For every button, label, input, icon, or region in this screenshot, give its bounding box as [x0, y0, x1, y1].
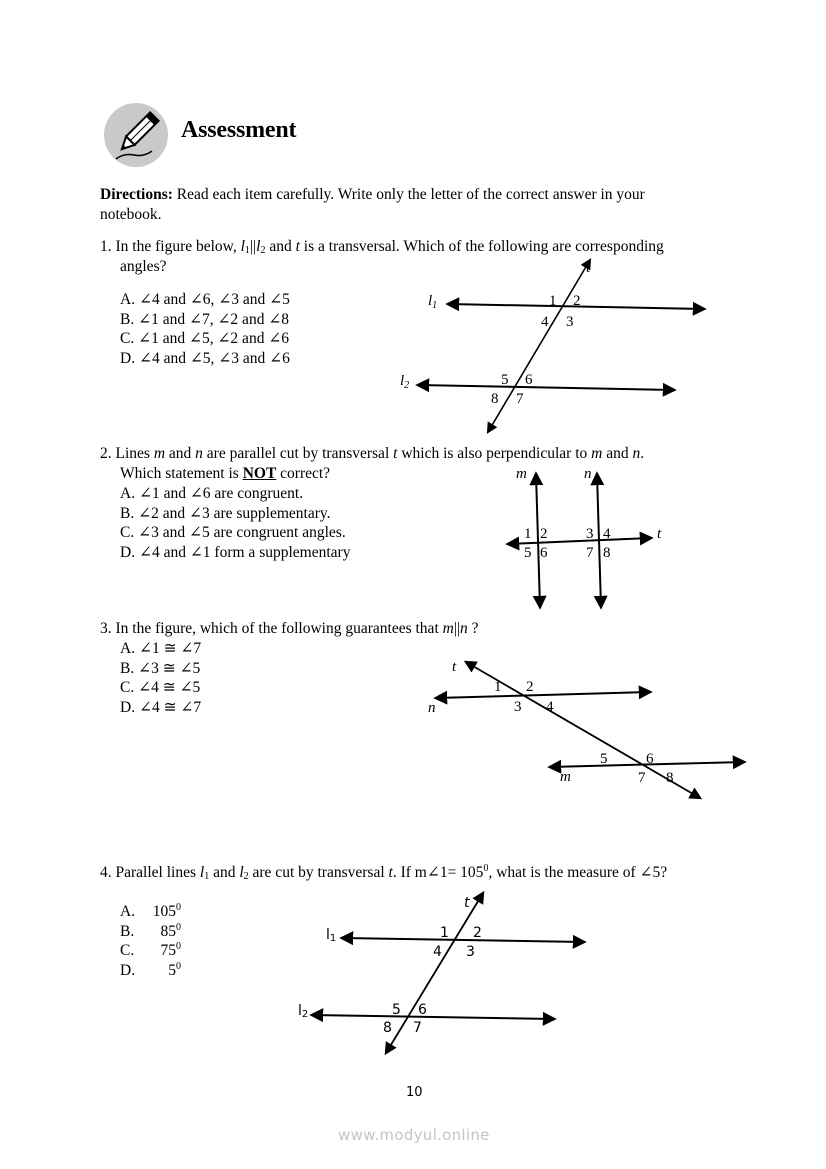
- choice-4c[interactable]: C. $75^0$: [120, 941, 181, 959]
- svg-text:m: m: [560, 769, 571, 785]
- svg-text:3: 3: [586, 526, 594, 542]
- svg-text:4: 4: [433, 944, 442, 960]
- svg-text:1: 1: [494, 679, 502, 695]
- svg-text:4: 4: [546, 699, 554, 715]
- svg-text:n: n: [584, 466, 592, 482]
- choice-3c[interactable]: C. ∠4 ≅ ∠5: [120, 679, 201, 696]
- svg-text:3: 3: [466, 944, 475, 960]
- directions-label: Directions:: [100, 186, 173, 203]
- svg-text:n: n: [428, 700, 436, 716]
- assessment-icon-badge: [104, 103, 168, 167]
- choice-2d[interactable]: D. ∠4 and ∠1 form a supplementary: [120, 543, 351, 561]
- choice-1d[interactable]: D. ∠4 and ∠5, ∠3 and ∠6: [120, 349, 290, 367]
- svg-text:8: 8: [383, 1020, 392, 1036]
- page-number: 10: [406, 1085, 423, 1100]
- svg-text:l2: $l_2$: [400, 373, 410, 391]
- svg-text:1: 1: [549, 293, 557, 309]
- svg-text:5: 5: [524, 545, 532, 561]
- svg-text:8: 8: [491, 391, 499, 407]
- svg-text:7: 7: [413, 1020, 422, 1036]
- figure-2-perpendicular-transversal: [490, 460, 680, 615]
- svg-text:8: 8: [666, 770, 674, 786]
- figure-3-transversal-m-n: [410, 650, 760, 810]
- question-3-choices: [120, 639, 201, 717]
- svg-text:t: t: [452, 659, 457, 675]
- svg-text:6: 6: [525, 372, 533, 388]
- svg-text:7: 7: [638, 770, 646, 786]
- choice-4d[interactable]: D. $5^0$: [120, 960, 181, 979]
- svg-text:2: 2: [473, 925, 482, 941]
- figure-4-parallel-lines: [290, 885, 600, 1065]
- question-2-line-1: 2. Lines m and n are parallel cut by transversal t which is also perpendicular to m and n.: [100, 445, 645, 462]
- emphasis-not: NOT: [242, 465, 277, 482]
- svg-text:l2: l2: [298, 1003, 309, 1020]
- figure-1-parallel-lines: [390, 250, 720, 440]
- page-title: Assessment: [181, 117, 297, 143]
- choice-2b[interactable]: B. ∠2 and ∠3 are supplementary.: [120, 504, 331, 522]
- svg-text:7: 7: [586, 545, 594, 561]
- question-4: 4. Parallel lines $l_1$ and $l_2$ are cut by transversal t. If m∠1= $105^0$, what is the measure of ∠5?: [100, 863, 668, 882]
- svg-text:6: 6: [418, 1002, 427, 1018]
- question-2-line-2: Which statement is NOT correct?: [120, 465, 331, 482]
- choice-4a[interactable]: A. $105^0$: [120, 902, 181, 920]
- svg-text:3: 3: [514, 699, 522, 715]
- svg-text:m: m: [516, 466, 527, 482]
- choice-3b[interactable]: B. ∠3 ≅ ∠5: [120, 659, 201, 677]
- choice-3a[interactable]: A. ∠1 ≅ ∠7: [120, 640, 202, 657]
- question-1-choices: [120, 290, 290, 368]
- svg-text:1: 1: [440, 925, 449, 941]
- svg-text:8: 8: [603, 545, 611, 561]
- svg-text:1: 1: [524, 526, 532, 542]
- question-3: 3. In the figure, which of the following guarantees that m||n ?: [100, 620, 479, 637]
- svg-text:l1: $l_1$: [428, 293, 438, 311]
- choice-2c[interactable]: C. ∠3 and ∠5 are congruent angles.: [120, 524, 346, 541]
- svg-text:t: t: [586, 260, 591, 276]
- choice-2a[interactable]: A. ∠1 and ∠6 are congruent.: [120, 485, 304, 502]
- question-2-choices: [120, 484, 350, 562]
- question-1-line-2: angles?: [120, 258, 167, 275]
- svg-text:6: 6: [646, 751, 654, 767]
- watermark: www.modyul.online: [338, 1126, 490, 1144]
- svg-text:2: 2: [526, 679, 534, 695]
- svg-text:7: 7: [516, 391, 524, 407]
- choice-1c[interactable]: C. ∠1 and ∠5, ∠2 and ∠6: [120, 330, 290, 347]
- svg-text:5: 5: [600, 751, 608, 767]
- question-4-choices: [120, 902, 181, 980]
- svg-text:t: t: [464, 895, 470, 911]
- svg-text:3: 3: [566, 314, 574, 330]
- svg-text:4: 4: [541, 314, 549, 330]
- svg-text:l1: l1: [326, 927, 337, 944]
- svg-text:2: 2: [540, 526, 548, 542]
- choice-1a[interactable]: A. ∠4 and ∠6, ∠3 and ∠5: [120, 291, 290, 308]
- pencil-icon: [104, 103, 168, 167]
- svg-text:4: 4: [603, 526, 611, 542]
- choice-3d[interactable]: D. ∠4 ≅ ∠7: [120, 698, 202, 716]
- directions-line-1: Directions: Read each item carefully. Write only the letter of the correct answer in your: [100, 186, 645, 203]
- svg-text:t: t: [657, 526, 662, 542]
- question-1-line-1: 1. In the figure below, $l_1||l_2$ and t is a transversal. Which of the following are corresponding: [100, 238, 664, 256]
- choice-4b[interactable]: B. $85^0$: [120, 921, 181, 940]
- svg-text:5: 5: [392, 1002, 401, 1018]
- svg-text:5: 5: [501, 372, 509, 388]
- directions-line-2: notebook.: [100, 206, 162, 223]
- choice-1b[interactable]: B. ∠1 and ∠7, ∠2 and ∠8: [120, 310, 290, 328]
- svg-text:6: 6: [540, 545, 548, 561]
- svg-text:2: 2: [573, 293, 581, 309]
